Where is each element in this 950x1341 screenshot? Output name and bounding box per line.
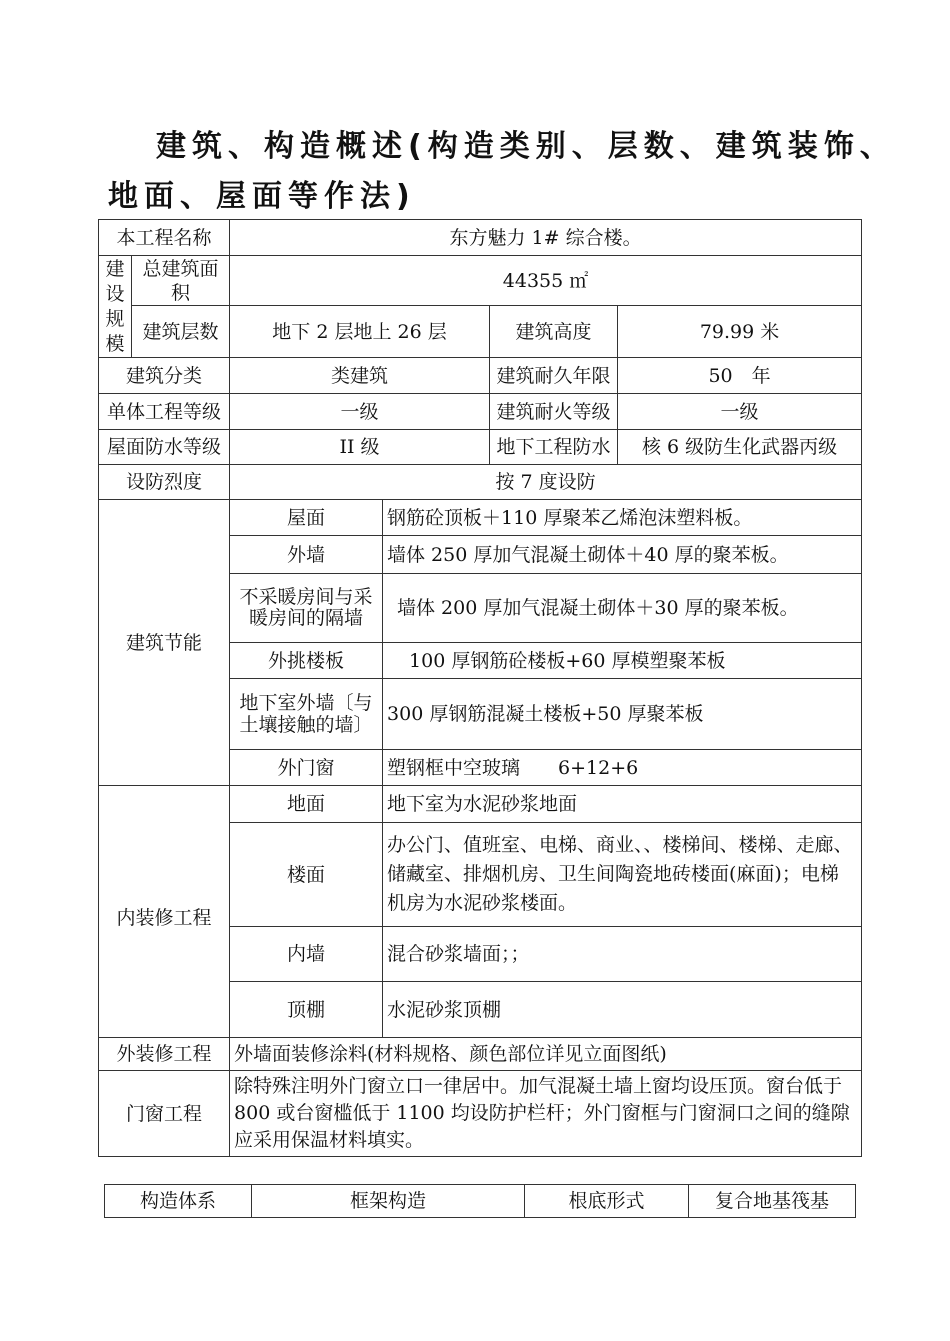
energy-row-value: 塑钢框中空玻璃 6+12+6	[383, 750, 862, 786]
interior-row-label: 内墙	[230, 927, 383, 982]
page-title	[108, 122, 898, 222]
scale-label: 建设规模	[99, 256, 132, 358]
seismic-value: 按 7 度设防	[230, 465, 862, 500]
title-line-2: 地面、屋面等作法)	[108, 179, 416, 214]
underground-label: 地下工程防水	[490, 430, 618, 465]
energy-row-label: 屋面	[230, 500, 383, 536]
energy-row-value: 墙体 200 厚加气混凝土砌体＋30 厚的聚苯板。	[383, 574, 862, 643]
overview-table	[98, 219, 862, 1157]
energy-row-label: 外墙	[230, 536, 383, 574]
fire-label: 建筑耐火等级	[490, 394, 618, 430]
energy-row-label: 不采暖房间与采暖房间的隔墙	[230, 574, 383, 643]
title-line-1: 建筑、构造概述(构造类别、层数、建筑装饰、	[156, 129, 896, 164]
grade-label: 单体工程等级	[99, 394, 230, 430]
floors-value: 地下 2 层地上 26 层	[230, 306, 490, 358]
foundation-value: 复合地基筏基	[689, 1185, 856, 1218]
total-area-label: 总建筑面积	[132, 256, 230, 306]
interior-row-value: 办公门、值班室、电梯、商业、、楼梯间、楼梯、走廊、储藏室、排烟机房、卫生间陶瓷地砖楼面(麻面)；电梯机房为水泥砂浆楼面。	[383, 823, 862, 927]
interior-label: 内装修工程	[99, 786, 230, 1038]
doors-label: 门窗工程	[99, 1071, 230, 1157]
floors-label: 建筑层数	[132, 306, 230, 358]
project-name-label: 本工程名称	[99, 220, 230, 256]
durability-value: 50 年	[618, 358, 862, 394]
structure-system-value: 框架构造	[252, 1185, 525, 1218]
foundation-label: 根底形式	[525, 1185, 689, 1218]
energy-row-label: 外门窗	[230, 750, 383, 786]
underground-value: 核 6 级防生化武器丙级	[618, 430, 862, 465]
structure-system-label: 构造体系	[105, 1185, 252, 1218]
durability-label: 建筑耐久年限	[490, 358, 618, 394]
interior-row-label: 地面	[230, 786, 383, 823]
interior-row-value: 地下室为水泥砂浆地面	[383, 786, 862, 823]
interior-row-label: 顶棚	[230, 982, 383, 1038]
energy-label: 建筑节能	[99, 500, 230, 786]
energy-row-label: 外挑楼板	[230, 643, 383, 679]
structure-table	[104, 1184, 856, 1218]
waterproof-value: II 级	[230, 430, 490, 465]
energy-row-value: 100 厚钢筋砼楼板+60 厚模塑聚苯板	[383, 643, 862, 679]
interior-row-value: 混合砂浆墙面；；	[383, 927, 862, 982]
exterior-value: 外墙面装修涂料(材料规格、颜色部位详见立面图纸)	[230, 1038, 862, 1071]
fire-value: 一级	[618, 394, 862, 430]
doors-value: 除特殊注明外门窗立口一律居中。加气混凝土墙上窗均设压顶。窗台低于 800 或台窗槛低于 1100 均设防护栏杆；外门窗框与门窗洞口之间的缝隙应采用保温材料填实。	[230, 1071, 862, 1157]
interior-row-label: 楼面	[230, 823, 383, 927]
exterior-label: 外装修工程	[99, 1038, 230, 1071]
height-value: 79.99 米	[618, 306, 862, 358]
total-area-value: 44355 ㎡	[230, 256, 862, 306]
seismic-label: 设防烈度	[99, 465, 230, 500]
waterproof-label: 屋面防水等级	[99, 430, 230, 465]
energy-row-value: 钢筋砼顶板＋110 厚聚苯乙烯泡沫塑料板。	[383, 500, 862, 536]
category-label: 建筑分类	[99, 358, 230, 394]
energy-row-label: 地下室外墙〔与土壤接触的墙〕	[230, 679, 383, 750]
interior-row-value: 水泥砂浆顶棚	[383, 982, 862, 1038]
category-value: 类建筑	[230, 358, 490, 394]
energy-row-value: 墙体 250 厚加气混凝土砌体＋40 厚的聚苯板。	[383, 536, 862, 574]
grade-value: 一级	[230, 394, 490, 430]
energy-row-value: 300 厚钢筋混凝土楼板+50 厚聚苯板	[383, 679, 862, 750]
project-name-value: 东方魅力 1# 综合楼。	[230, 220, 862, 256]
height-label: 建筑高度	[490, 306, 618, 358]
